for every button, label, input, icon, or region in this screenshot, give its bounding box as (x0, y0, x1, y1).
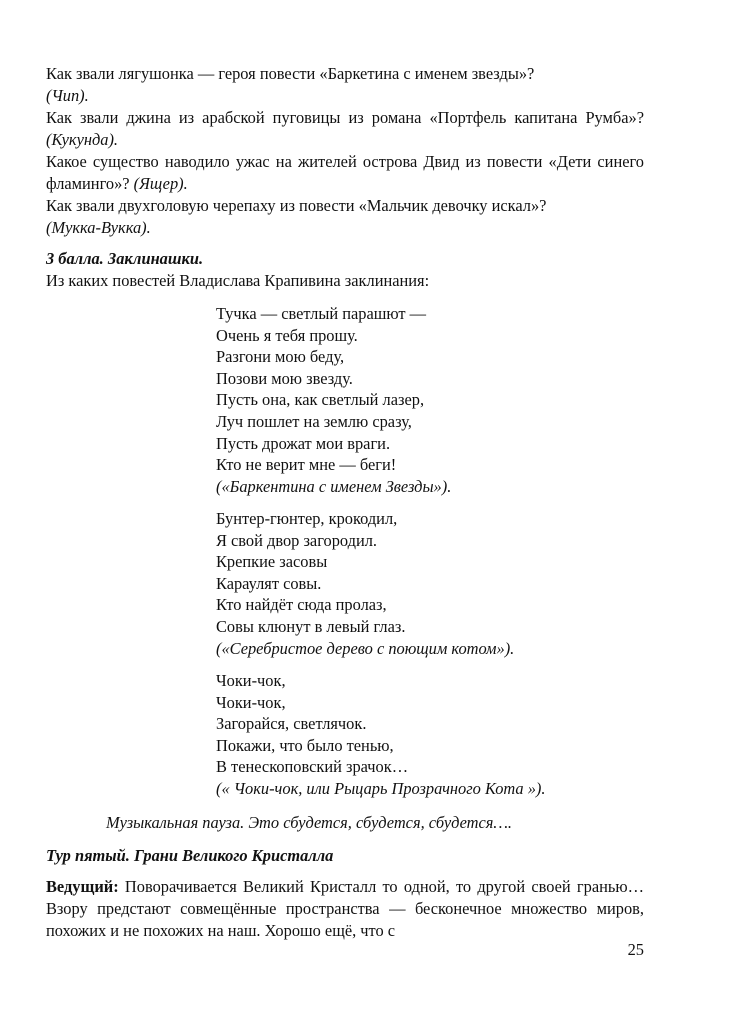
question-4 (46, 195, 644, 239)
question-text: Как звали лягушонка — героя повести «Баркетина с именем звезды»? (46, 64, 535, 83)
poem-line: Позови мою звезду. (216, 368, 353, 388)
poem-line: Караулят совы. (216, 573, 322, 593)
question-text: Как звали двухголовую черепаху из повести «Мальчик девочку искал»? (46, 196, 547, 215)
section-title: Тур пятый. Грани Великого Кристалла (46, 846, 334, 865)
poem-3 (216, 670, 545, 800)
poem-line: Пусть она, как светлый лазер, (216, 390, 425, 410)
poem-line: Чоки-чок, (216, 671, 286, 690)
poem-line: В тенескоповский зрачок… (216, 757, 409, 777)
page-number: 25 (627, 940, 644, 959)
question-answer: (Ящер). (133, 174, 188, 194)
poem-line: Я свой двор загородил. (216, 530, 378, 550)
poem-line: Очень я тебя прошу. (216, 325, 358, 345)
question-text: Какое существо наводило ужас на жителей острова Двид из повести «Дети синего фламинго»? (46, 152, 644, 194)
poem-line: Пусть дрожат мои враги. (216, 433, 391, 453)
round-intro: Из каких повестей Владислава Крапивина заклинания: (46, 271, 430, 290)
poem-line: Крепкие засовы (216, 552, 328, 572)
poem-line: Загорайся, светлячок. (216, 714, 367, 734)
question-answer: (Чип). (46, 86, 89, 106)
poem-source: («Серебристое дерево с поющим котом»). (216, 638, 515, 658)
question-answer: (Кукунда). (46, 130, 119, 150)
poem-line: Разгони мою беду, (216, 347, 345, 367)
poem-line: Кто не верит мне — беги! (216, 455, 397, 475)
music-pause: Музыкальная пауза. Это сбудется, сбудется, сбудется…. (106, 813, 513, 832)
poem-line: Покажи, что было тенью, (216, 735, 394, 755)
question-3 (46, 151, 644, 195)
question-answer: (Мукка-Вукка). (46, 218, 151, 238)
poem-source: («Баркентина с именем Звезды»). (216, 476, 452, 496)
poem-source: (« Чоки-чок, или Рыцарь Прозрачного Кота »). (216, 778, 546, 798)
poem-line: Чоки-чок, (216, 692, 286, 712)
host-label: Ведущий: (46, 877, 119, 896)
poem-line: Луч пошлет на землю сразу, (216, 411, 412, 431)
question-1 (46, 63, 644, 107)
poem-line: Тучка — светлый парашют — (216, 304, 427, 323)
poem-1 (216, 303, 451, 497)
poem-line: Совы клюнут в левый глаз. (216, 616, 406, 636)
document-page (46, 0, 644, 1024)
poem-line: Бунтер-гюнтер, крокодил, (216, 509, 398, 528)
poem-line: Кто найдёт сюда пролаз, (216, 595, 387, 615)
question-2 (46, 107, 644, 151)
round-heading: 3 балла. Заклинашки. (46, 249, 204, 268)
question-text: Как звали джина из арабской пуговицы из романа «Портфель капитана Румба»? (46, 108, 644, 127)
poem-2 (216, 508, 514, 659)
host-text: Поворачивается Великий Кристалл то одной, то другой своей гранью… Взору предстают совмещённые пространства — бесконечное множество миров, похожих и не похожих на наш. Хорошо ещё, что с (46, 877, 644, 941)
host-paragraph (46, 876, 644, 943)
